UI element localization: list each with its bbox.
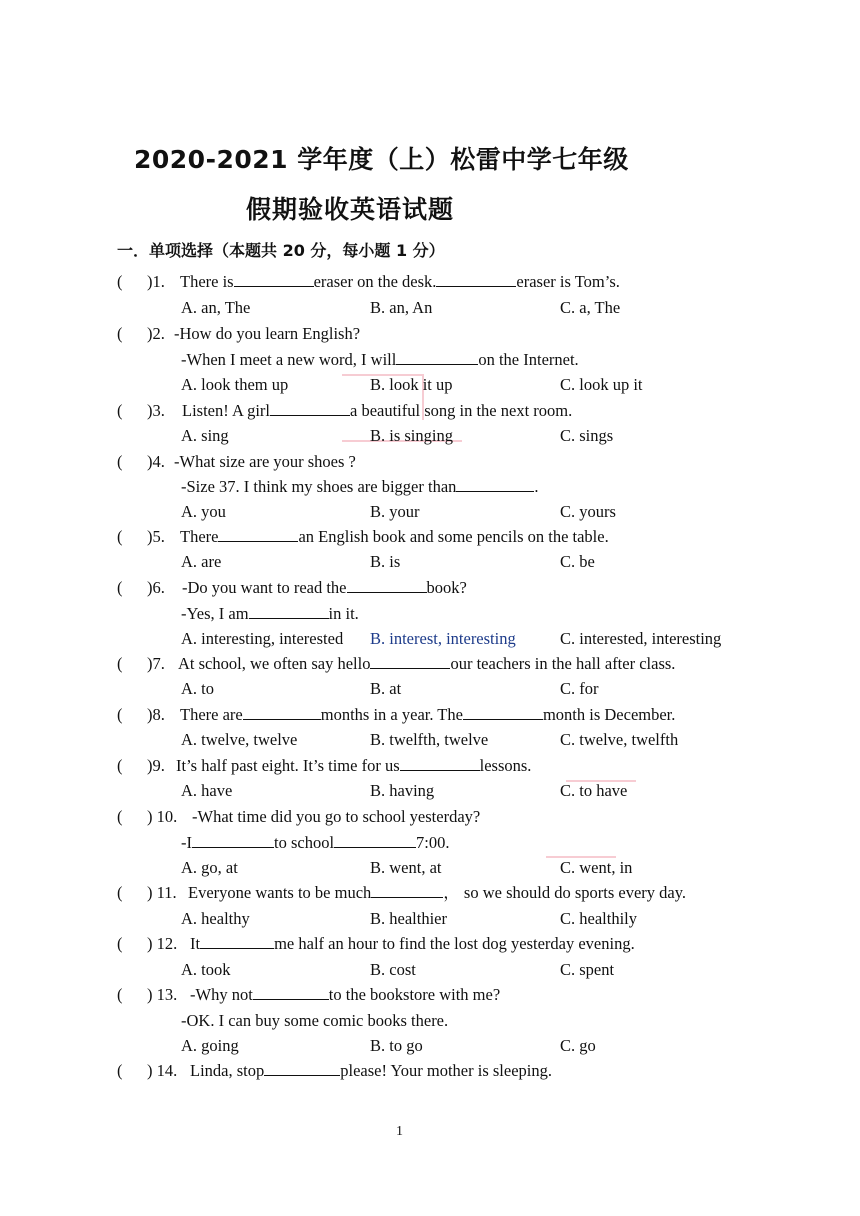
option-c: C. spent — [560, 960, 615, 979]
answer-paren: ( — [117, 934, 123, 953]
option-c: C. twelve, twelfth — [560, 730, 679, 749]
exam-title-line2: 假期验收英语试题 — [246, 195, 455, 224]
question-text: -OK. I can buy some comic books there. — [181, 1011, 449, 1030]
question-text: me half an hour to find the lost dog yesterday evening. — [274, 934, 635, 953]
question-number: ) 14. — [147, 1061, 178, 1080]
question-text: There are — [180, 705, 243, 724]
option-b: B. is singing — [370, 426, 453, 445]
option-b: B. at — [370, 679, 402, 698]
answer-blank[interactable] — [370, 654, 450, 669]
question-text: -How do you learn English? — [174, 324, 361, 343]
option-a: A. going — [181, 1036, 239, 1055]
answer-blank[interactable] — [436, 272, 516, 287]
question-text: It — [190, 934, 201, 953]
question-text: -What size are your shoes ? — [174, 452, 356, 471]
question-text: in it. — [328, 604, 359, 623]
question-text: Everyone wants to be much — [188, 883, 372, 902]
answer-blank[interactable] — [347, 578, 427, 593]
question-text: At school, we often say hello — [178, 654, 371, 673]
option-c: C. for — [560, 679, 599, 698]
answer-blank[interactable] — [253, 985, 329, 1000]
answer-blank[interactable] — [200, 934, 274, 949]
question-number: )2. — [147, 324, 165, 343]
option-a: A. go, at — [181, 858, 238, 877]
answer-paren: ( — [117, 578, 123, 597]
answer-paren: ( — [117, 985, 123, 1004]
option-a: A. sing — [181, 426, 229, 445]
question-number: ) 13. — [147, 985, 178, 1004]
answer-paren: ( — [117, 705, 123, 724]
answer-paren: ( — [117, 324, 123, 343]
question-text: There — [180, 527, 219, 546]
question-text: on the Internet. — [478, 350, 579, 369]
option-b: B. an, An — [370, 298, 433, 317]
option-a: A. look them up — [181, 375, 289, 394]
question-text: an English book and some pencils on the table. — [298, 527, 609, 546]
option-c: C. sings — [560, 426, 614, 445]
question-text: eraser is Tom’s. — [516, 272, 620, 291]
question-text: -Size 37. I think my shoes are bigger than — [181, 477, 457, 496]
option-c: C. healthily — [560, 909, 637, 928]
option-b: B. look it up — [370, 375, 453, 394]
answer-paren: ( — [117, 272, 123, 291]
option-a: A. an, The — [181, 298, 251, 317]
section-heading: 一．单项选择（本题共 20 分，每小题 1 分） — [117, 241, 445, 260]
answer-paren: ( — [117, 452, 123, 471]
answer-blank[interactable] — [264, 1061, 340, 1076]
question-number: )4. — [147, 452, 165, 471]
option-c: C. look up it — [560, 375, 643, 394]
question-number: )1. — [147, 272, 165, 291]
question-text: a beautiful song in the next room. — [350, 401, 573, 420]
question-text: ， so we should do sports every day. — [443, 883, 687, 902]
question-number: )7. — [147, 654, 165, 673]
question-text: lessons. — [479, 756, 532, 775]
option-b: B. twelfth, twelve — [370, 730, 489, 749]
option-a: A. twelve, twelve — [181, 730, 298, 749]
option-c: C. be — [560, 552, 595, 571]
option-b: B. healthier — [370, 909, 447, 928]
option-c: C. to have — [560, 781, 628, 800]
question-text: . — [534, 477, 539, 496]
exam-title-line1: 2020-2021 学年度（上）松雷中学七年级 — [134, 145, 629, 174]
answer-paren: ( — [117, 527, 123, 546]
question-text: to school — [274, 833, 335, 852]
question-text: -Why not — [190, 985, 253, 1004]
answer-paren: ( — [117, 401, 123, 420]
question-text: month is December. — [542, 705, 676, 724]
answer-paren: ( — [117, 807, 123, 826]
option-c: C. interested, interesting — [560, 629, 722, 648]
question-number: )5. — [147, 527, 165, 546]
answer-paren: ( — [117, 1061, 123, 1080]
question-text: months in a year. The — [320, 705, 463, 724]
question-text: please! Your mother is sleeping. — [340, 1061, 552, 1080]
option-b: B. interest, interesting — [370, 629, 516, 648]
question-text: Linda, stop — [190, 1061, 265, 1080]
answer-blank[interactable] — [243, 705, 321, 720]
option-b: B. to go — [370, 1036, 423, 1055]
answer-blank[interactable] — [463, 705, 543, 720]
answer-blank[interactable] — [270, 401, 350, 416]
option-a: A. you — [181, 502, 226, 521]
option-a: A. healthy — [181, 909, 250, 928]
option-b: B. went, at — [370, 858, 442, 877]
question-number: )6. — [147, 578, 165, 597]
question-text: to the bookstore with me? — [328, 985, 501, 1004]
question-text: 7:00. — [416, 833, 450, 852]
answer-blank[interactable] — [396, 350, 478, 365]
option-a: A. have — [181, 781, 233, 800]
answer-blank[interactable] — [371, 883, 443, 898]
option-b: B. your — [370, 502, 420, 521]
question-number: ) 10. — [147, 807, 178, 826]
option-a: A. are — [181, 552, 222, 571]
question-text: -What time did you go to school yesterday? — [192, 807, 481, 826]
option-a: A. took — [181, 960, 231, 979]
option-b: B. cost — [370, 960, 416, 979]
question-text: -Yes, I am — [181, 604, 249, 623]
question-number: ) 11. — [147, 883, 177, 902]
answer-blank[interactable] — [400, 756, 480, 771]
option-c: C. went, in — [560, 858, 633, 877]
page-number: 1 — [396, 1124, 403, 1139]
option-b: B. is — [370, 552, 401, 571]
answer-blank[interactable] — [249, 604, 329, 619]
answer-blank[interactable] — [218, 527, 298, 542]
question-number: )9. — [147, 756, 165, 775]
question-text: our teachers in the hall after class. — [450, 654, 676, 673]
question-text: -I — [181, 833, 192, 852]
option-c: C. yours — [560, 502, 616, 521]
question-text: -When I meet a new word, I will — [181, 350, 397, 369]
answer-blank[interactable] — [234, 272, 314, 287]
option-a: A. to — [181, 679, 214, 698]
answer-paren: ( — [117, 654, 123, 673]
question-text: eraser on the desk. — [313, 272, 437, 291]
question-text: It’s half past eight. It’s time for us — [176, 756, 400, 775]
question-text: -Do you want to read the — [182, 578, 347, 597]
answer-paren: ( — [117, 756, 123, 775]
answer-paren: ( — [117, 883, 123, 902]
question-text: There is — [180, 272, 234, 291]
answer-blank[interactable] — [456, 477, 534, 492]
answer-blank[interactable] — [334, 833, 416, 848]
question-text: Listen! A girl — [182, 401, 270, 420]
question-number: ) 12. — [147, 934, 178, 953]
option-b: B. having — [370, 781, 435, 800]
question-number: )3. — [147, 401, 165, 420]
question-text: book? — [426, 578, 467, 597]
option-c: C. go — [560, 1036, 596, 1055]
question-number: )8. — [147, 705, 165, 724]
option-c: C. a, The — [560, 298, 621, 317]
answer-blank[interactable] — [192, 833, 274, 848]
option-a: A. interesting, interested — [181, 629, 344, 648]
